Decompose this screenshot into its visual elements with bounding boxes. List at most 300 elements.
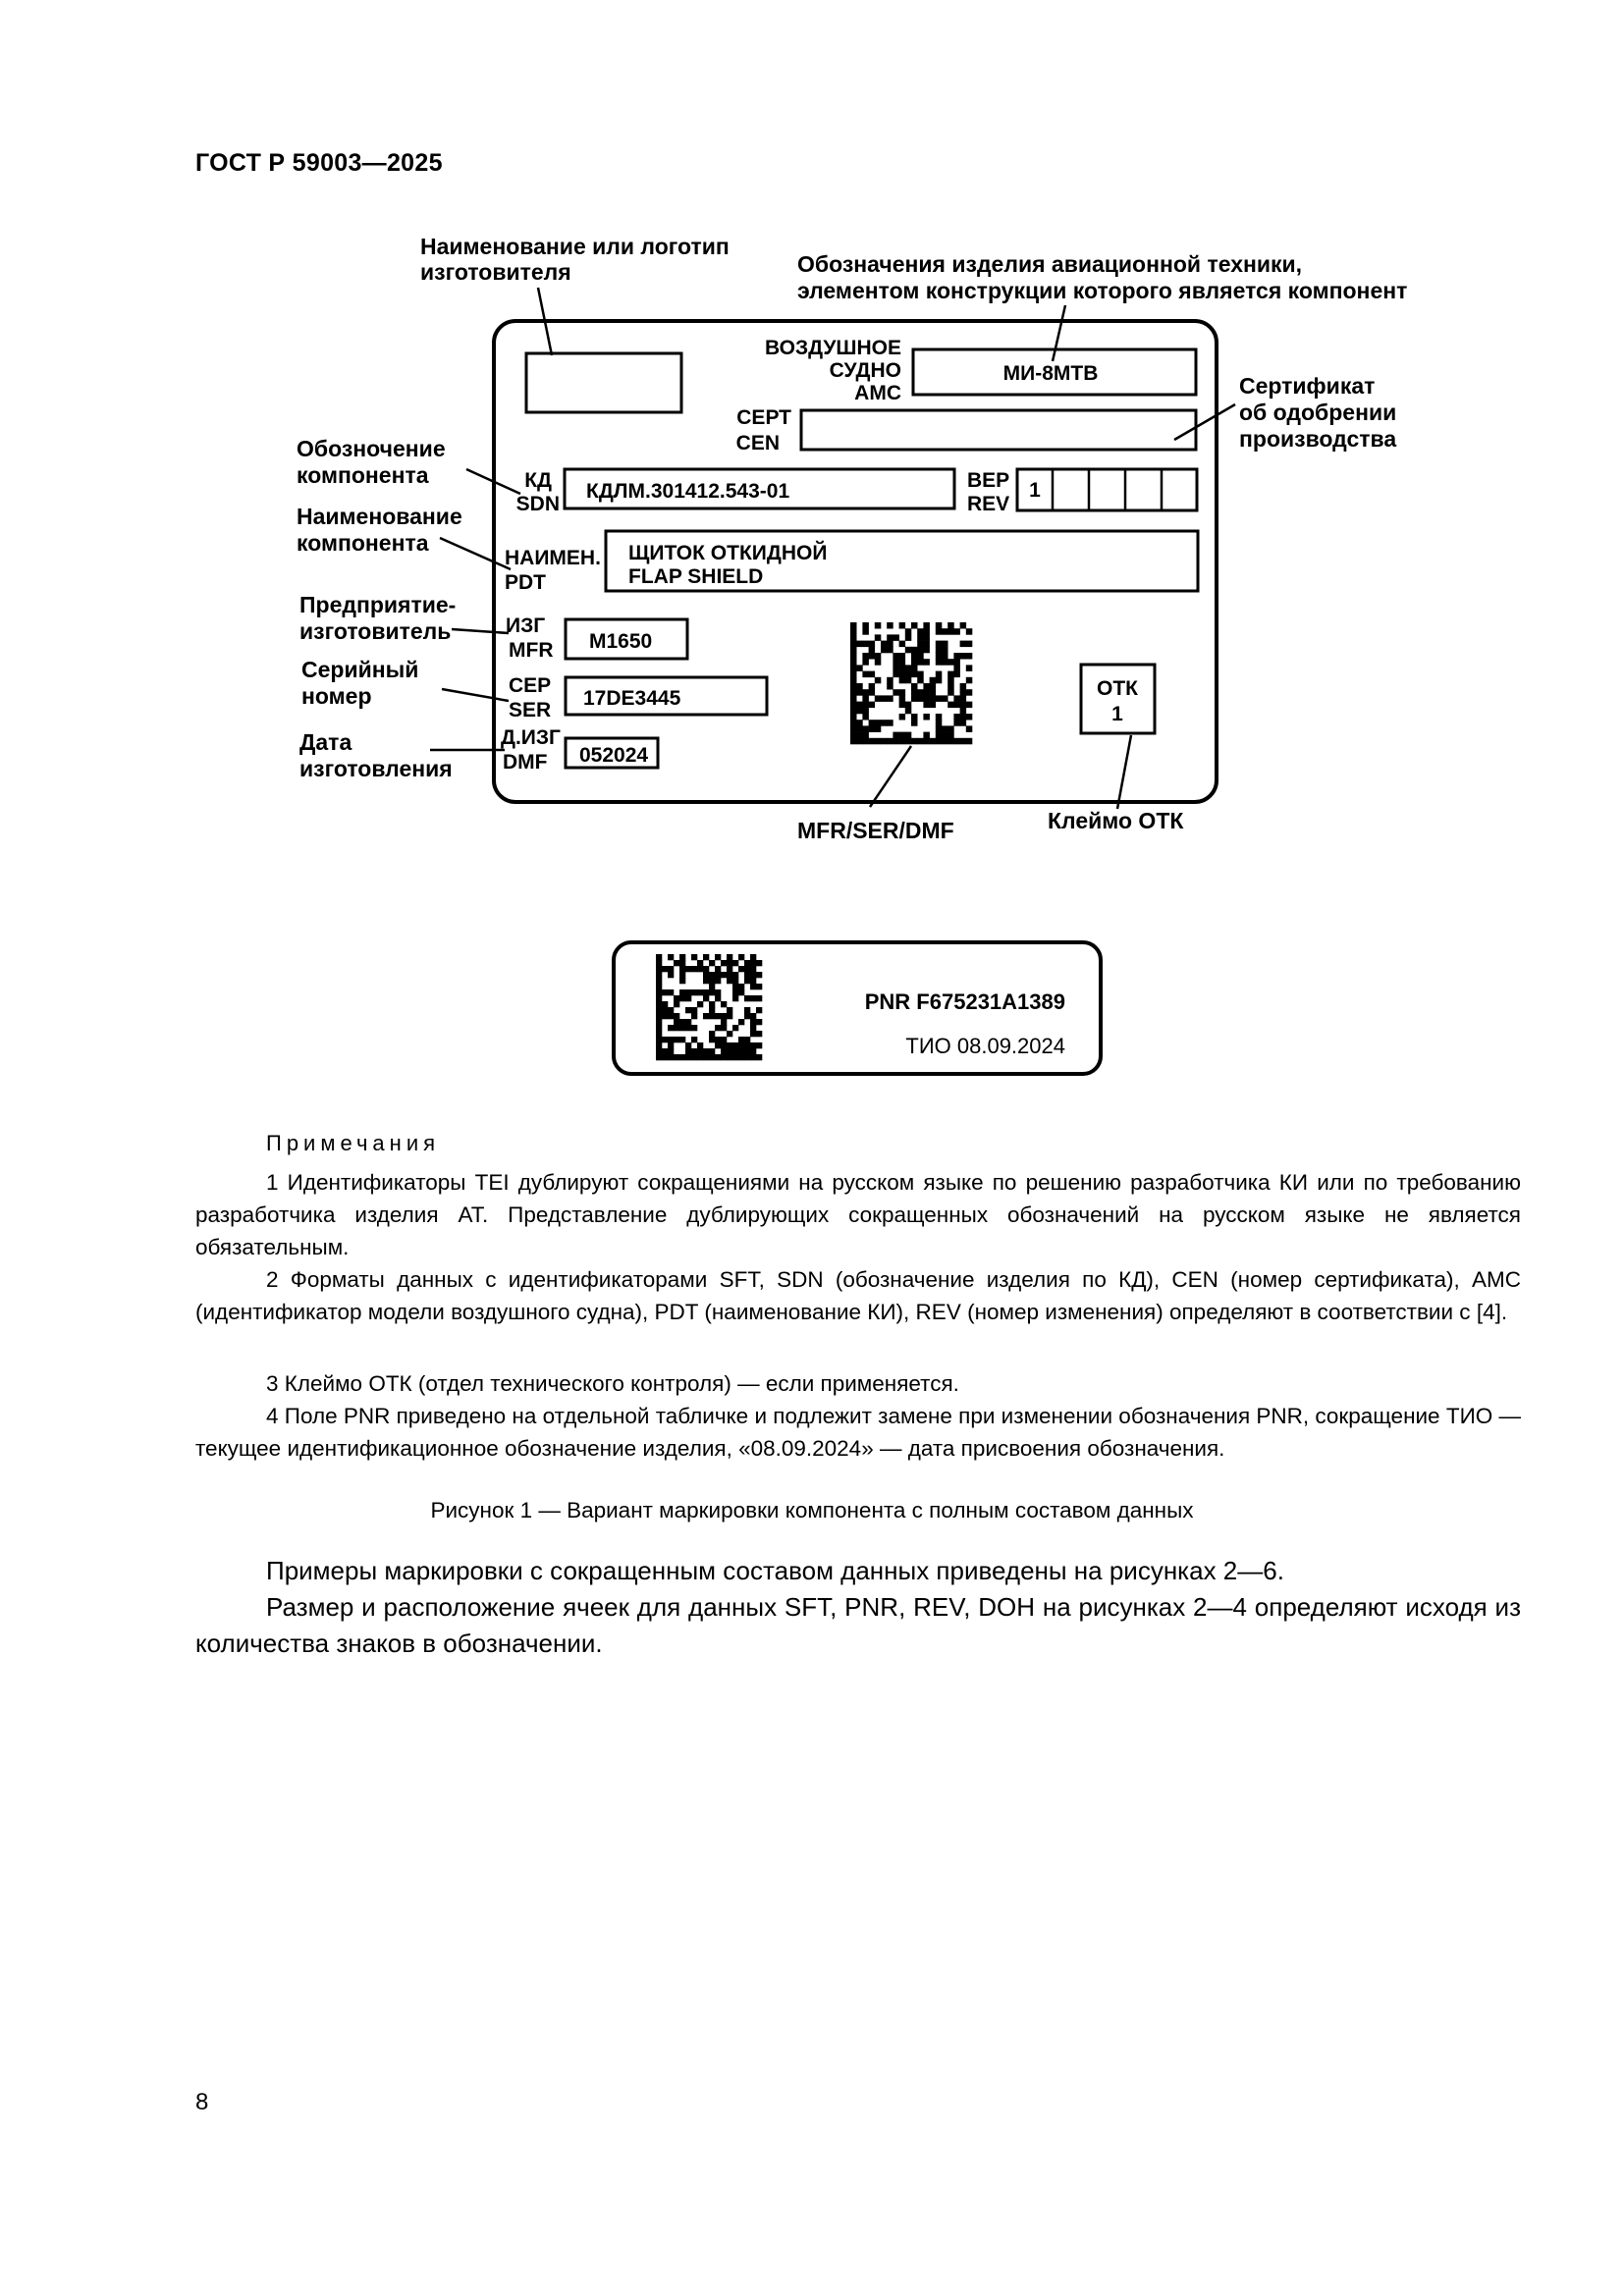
matrix-module xyxy=(679,966,685,972)
matrix-module xyxy=(715,978,721,984)
matrix-module xyxy=(656,954,662,960)
matrix-module xyxy=(756,1031,762,1037)
matrix-module xyxy=(862,689,869,696)
matrix-module xyxy=(923,634,930,641)
matrix-module xyxy=(674,960,679,966)
matrix-module xyxy=(966,702,973,709)
matrix-module xyxy=(662,989,668,995)
matrix-module xyxy=(662,1037,668,1042)
pnr-datamatrix-code xyxy=(656,954,762,1060)
matrix-module xyxy=(685,995,691,1001)
matrix-module xyxy=(709,1037,715,1042)
matrix-module xyxy=(850,659,857,666)
matrix-module xyxy=(703,978,709,984)
matrix-module xyxy=(721,1019,727,1025)
matrix-module xyxy=(942,653,948,660)
matrix-module xyxy=(727,1054,732,1060)
matrix-module xyxy=(887,695,893,702)
callout-component-designation-2: компонента xyxy=(297,462,429,488)
matrix-module xyxy=(756,1007,762,1013)
matrix-module xyxy=(850,634,857,641)
aircraft-label-2: СУДНО xyxy=(829,359,901,382)
matrix-module xyxy=(899,689,906,696)
matrix-module xyxy=(691,1013,697,1019)
pdt-value-2: FLAP SHIELD xyxy=(628,565,764,588)
matrix-module xyxy=(893,665,899,671)
matrix-module xyxy=(936,677,943,684)
matrix-module xyxy=(668,1025,674,1031)
matrix-module xyxy=(674,1013,679,1019)
matrix-module xyxy=(674,1054,679,1060)
matrix-module xyxy=(679,954,685,960)
matrix-module xyxy=(697,1048,703,1054)
callout-aircraft-1: Обозначения изделия авиационной техники, xyxy=(797,251,1303,277)
matrix-module xyxy=(850,689,857,696)
matrix-module xyxy=(862,708,869,715)
matrix-module xyxy=(936,641,943,648)
matrix-module xyxy=(744,966,750,972)
matrix-module xyxy=(709,1007,715,1013)
matrix-module xyxy=(923,702,930,709)
matrix-module xyxy=(856,732,863,739)
matrix-module xyxy=(966,689,973,696)
matrix-module xyxy=(721,972,727,978)
matrix-module xyxy=(905,677,912,684)
matrix-module xyxy=(685,1054,691,1060)
matrix-module xyxy=(850,647,857,654)
matrix-module xyxy=(738,1048,744,1054)
matrix-module xyxy=(721,1054,727,1060)
sdn-value: КДЛМ.301412.543-01 xyxy=(586,480,790,503)
matrix-module xyxy=(691,1007,697,1013)
ser-label-1: СЕР xyxy=(509,674,552,697)
matrix-module xyxy=(893,732,899,739)
matrix-module xyxy=(899,671,906,678)
matrix-module xyxy=(674,995,679,1001)
matrix-module xyxy=(656,966,662,972)
matrix-module xyxy=(685,1042,691,1048)
matrix-module xyxy=(911,689,918,696)
matrix-module xyxy=(744,1037,750,1042)
matrix-module xyxy=(703,1054,709,1060)
matrix-module xyxy=(703,972,709,978)
matrix-module xyxy=(856,702,863,709)
matrix-module xyxy=(750,1054,756,1060)
rev-label-1: ВЕР xyxy=(967,469,1010,492)
matrix-module xyxy=(685,966,691,972)
matrix-module xyxy=(930,677,937,684)
matrix-module xyxy=(936,720,943,726)
matrix-module xyxy=(668,1013,674,1019)
matrix-module xyxy=(668,1007,674,1013)
matrix-module xyxy=(917,738,924,745)
matrix-module xyxy=(691,1025,697,1031)
matrix-module xyxy=(953,714,960,721)
matrix-module xyxy=(656,1054,662,1060)
matrix-module xyxy=(703,954,709,960)
matrix-module xyxy=(881,647,888,654)
matrix-module xyxy=(923,714,930,721)
matrix-module xyxy=(850,641,857,648)
body-paragraph-2: Размер и расположение ячеек для данных SFT, PNR, REV, DOH на рисунках 2—4 определяют исходя из количества знаков в обозначении. xyxy=(195,1592,1521,1658)
matrix-module xyxy=(727,966,732,972)
matrix-module xyxy=(850,671,857,678)
callout-otk: Клеймо ОТК xyxy=(1048,808,1184,833)
matrix-module xyxy=(656,1019,662,1025)
matrix-module xyxy=(947,738,954,745)
pnr-value: PNR F675231A1389 xyxy=(864,989,1065,1014)
matrix-module xyxy=(703,995,709,1001)
matrix-module xyxy=(656,995,662,1001)
matrix-module xyxy=(930,738,937,745)
matrix-module xyxy=(911,738,918,745)
rev-field xyxy=(1017,469,1197,510)
matrix-module xyxy=(911,659,918,666)
matrix-module xyxy=(875,659,882,666)
callout-component-designation-1: Обозночение xyxy=(297,436,446,461)
matrix-module xyxy=(936,628,943,635)
callout-date-2: изготовления xyxy=(299,756,453,781)
matrix-module xyxy=(668,954,674,960)
matrix-module xyxy=(850,732,857,739)
matrix-module xyxy=(679,995,685,1001)
matrix-module xyxy=(936,725,943,732)
matrix-module xyxy=(862,725,869,732)
matrix-module xyxy=(917,628,924,635)
matrix-module xyxy=(709,1001,715,1007)
matrix-module xyxy=(881,738,888,745)
matrix-module xyxy=(656,1013,662,1019)
matrix-module xyxy=(869,641,876,648)
matrix-module xyxy=(923,647,930,654)
callout-datamatrix: MFR/SER/DMF xyxy=(797,818,954,843)
callout-manufacturer-1: Предприятие- xyxy=(299,592,457,617)
matrix-module xyxy=(709,978,715,984)
matrix-module xyxy=(862,671,869,678)
matrix-module xyxy=(923,738,930,745)
matrix-module xyxy=(917,659,924,666)
page-number: 8 xyxy=(195,2089,209,2115)
matrix-module xyxy=(691,1037,697,1042)
matrix-module xyxy=(942,725,948,732)
matrix-module xyxy=(721,1025,727,1031)
matrix-module xyxy=(738,1042,744,1048)
matrix-module xyxy=(960,720,967,726)
matrix-module xyxy=(662,966,668,972)
matrix-module xyxy=(721,1037,727,1042)
matrix-module xyxy=(947,659,954,666)
matrix-module xyxy=(850,695,857,702)
matrix-module xyxy=(679,1054,685,1060)
matrix-module xyxy=(691,954,697,960)
callout-component-name-2: компонента xyxy=(297,530,429,556)
matrix-module xyxy=(744,1048,750,1054)
matrix-module xyxy=(674,1019,679,1025)
matrix-module xyxy=(893,659,899,666)
matrix-module xyxy=(744,1054,750,1060)
matrix-module xyxy=(703,1013,709,1019)
matrix-module xyxy=(856,689,863,696)
matrix-module xyxy=(893,634,899,641)
matrix-module xyxy=(875,677,882,684)
matrix-module xyxy=(715,1054,721,1060)
matrix-module xyxy=(887,720,893,726)
matrix-module xyxy=(656,1048,662,1054)
matrix-module xyxy=(862,641,869,648)
matrix-module xyxy=(715,1013,721,1019)
matrix-module xyxy=(893,689,899,696)
matrix-module xyxy=(744,995,750,1001)
matrix-module xyxy=(703,989,709,995)
matrix-module xyxy=(875,653,882,660)
matrix-module xyxy=(930,683,937,690)
matrix-module xyxy=(727,954,732,960)
datamatrix-code xyxy=(850,622,972,744)
matrix-module xyxy=(727,1048,732,1054)
matrix-module xyxy=(721,1013,727,1019)
note-4: 4 Поле PNR приведено на отдельной табличке и подлежит замене при изменении обозначения PNR, сокращение ТИО — текущее идентификационное обозначение изделия, «08.09.2024» — дата присвоения обозначения. xyxy=(195,1404,1521,1461)
matrix-module xyxy=(947,677,954,684)
matrix-module xyxy=(715,966,721,972)
matrix-module xyxy=(917,653,924,660)
matrix-module xyxy=(679,972,685,978)
matrix-module xyxy=(899,659,906,666)
ser-value: 17DE3445 xyxy=(583,687,681,710)
matrix-module xyxy=(656,989,662,995)
matrix-module xyxy=(850,725,857,732)
matrix-module xyxy=(662,1001,668,1007)
matrix-module xyxy=(691,989,697,995)
callout-certificate-1: Сертификат xyxy=(1239,373,1376,399)
matrix-module xyxy=(905,732,912,739)
matrix-module xyxy=(960,641,967,648)
matrix-module xyxy=(966,738,973,745)
sdn-label-2: SDN xyxy=(515,493,560,515)
matrix-module xyxy=(960,702,967,709)
matrix-module xyxy=(668,1048,674,1054)
matrix-module xyxy=(953,720,960,726)
matrix-module xyxy=(899,641,906,648)
notes-title: Примечания xyxy=(266,1131,441,1155)
matrix-module xyxy=(953,702,960,709)
matrix-module xyxy=(942,732,948,739)
matrix-module xyxy=(899,732,906,739)
dmf-value: 052024 xyxy=(579,744,649,767)
matrix-module xyxy=(703,966,709,972)
body-paragraph-1: Примеры маркировки с сокращенным составом данных приведены на рисунках 2—6. xyxy=(266,1556,1284,1585)
matrix-module xyxy=(887,647,893,654)
matrix-module xyxy=(899,622,906,629)
matrix-module xyxy=(685,1007,691,1013)
matrix-module xyxy=(850,702,857,709)
matrix-module xyxy=(697,1001,703,1007)
matrix-module xyxy=(727,1013,732,1019)
matrix-module xyxy=(727,1007,732,1013)
matrix-module xyxy=(697,1042,703,1048)
matrix-module xyxy=(856,720,863,726)
matrix-module xyxy=(850,622,857,629)
matrix-module xyxy=(917,647,924,654)
matrix-module xyxy=(850,714,857,721)
matrix-module xyxy=(953,695,960,702)
matrix-module xyxy=(930,702,937,709)
matrix-module xyxy=(750,1048,756,1054)
matrix-module xyxy=(936,622,943,629)
matrix-module xyxy=(899,677,906,684)
matrix-module xyxy=(715,995,721,1001)
matrix-module xyxy=(947,628,954,635)
matrix-module xyxy=(656,1037,662,1042)
matrix-module xyxy=(727,1042,732,1048)
matrix-module xyxy=(923,659,930,666)
callout-certificate-2: об одобрении xyxy=(1239,400,1397,425)
matrix-module xyxy=(750,954,756,960)
matrix-module xyxy=(881,641,888,648)
matrix-module xyxy=(960,714,967,721)
matrix-module xyxy=(930,695,937,702)
matrix-module xyxy=(960,708,967,715)
matrix-module xyxy=(715,989,721,995)
matrix-module xyxy=(936,647,943,654)
matrix-module xyxy=(850,677,857,684)
note-2: 2 Форматы данных с идентификаторами SFT, SDN (обозначение изделия по КД), CEN (номер сертификата), АМС (идентификатор модели воздушного судна), PDT (наименование КИ), REV (номер изменения) определяют в соответствии с [4]. xyxy=(195,1267,1521,1324)
matrix-module xyxy=(899,695,906,702)
matrix-module xyxy=(917,641,924,648)
matrix-module xyxy=(905,671,912,678)
cert-label-2: CEN xyxy=(735,432,780,454)
matrix-module xyxy=(923,732,930,739)
matrix-module xyxy=(899,702,906,709)
matrix-module xyxy=(685,989,691,995)
matrix-module xyxy=(875,720,882,726)
matrix-module xyxy=(966,725,973,732)
matrix-module xyxy=(679,1037,685,1042)
matrix-module xyxy=(744,1042,750,1048)
matrix-module xyxy=(947,732,954,739)
matrix-module xyxy=(656,1007,662,1013)
matrix-module xyxy=(875,695,882,702)
matrix-module xyxy=(744,1013,750,1019)
matrix-module xyxy=(930,689,937,696)
matrix-module xyxy=(905,708,912,715)
matrix-module xyxy=(862,738,869,745)
matrix-module xyxy=(905,665,912,671)
matrix-module xyxy=(750,1042,756,1048)
matrix-module xyxy=(662,1054,668,1060)
matrix-module xyxy=(947,683,954,690)
matrix-module xyxy=(875,622,882,629)
matrix-module xyxy=(732,960,738,966)
matrix-module xyxy=(887,634,893,641)
matrix-module xyxy=(966,653,973,660)
cert-field xyxy=(801,410,1196,450)
matrix-module xyxy=(936,671,943,678)
callout-manufacturer-2: изготовитель xyxy=(299,618,452,644)
matrix-module xyxy=(674,1037,679,1042)
pdt-label-1: НАИМЕН. xyxy=(505,547,601,569)
matrix-module xyxy=(947,702,954,709)
matrix-module xyxy=(856,641,863,648)
matrix-module xyxy=(917,695,924,702)
matrix-module xyxy=(721,960,727,966)
matrix-module xyxy=(691,1048,697,1054)
matrix-module xyxy=(709,1031,715,1037)
matrix-module xyxy=(656,978,662,984)
matrix-module xyxy=(679,989,685,995)
rev-value: 1 xyxy=(1029,479,1041,502)
matrix-module xyxy=(923,695,930,702)
matrix-module xyxy=(862,653,869,660)
matrix-module xyxy=(923,689,930,696)
matrix-module xyxy=(721,1042,727,1048)
callout-date-1: Дата xyxy=(299,729,352,755)
matrix-module xyxy=(869,647,876,654)
matrix-module xyxy=(917,677,924,684)
matrix-module xyxy=(905,628,912,635)
matrix-module xyxy=(953,628,960,635)
document-header: ГОСТ Р 59003—2025 xyxy=(195,149,443,177)
matrix-module xyxy=(732,972,738,978)
matrix-module xyxy=(850,653,857,660)
matrix-module xyxy=(899,738,906,745)
matrix-module xyxy=(869,671,876,678)
matrix-module xyxy=(893,671,899,678)
matrix-module xyxy=(668,966,674,972)
matrix-module xyxy=(887,622,893,629)
matrix-module xyxy=(966,641,973,648)
matrix-module xyxy=(911,622,918,629)
matrix-module xyxy=(750,1013,756,1019)
matrix-module xyxy=(881,720,888,726)
matrix-module xyxy=(953,653,960,660)
matrix-module xyxy=(709,1054,715,1060)
matrix-module xyxy=(960,653,967,660)
matrix-module xyxy=(862,702,869,709)
logo-box xyxy=(526,353,681,412)
matrix-module xyxy=(756,972,762,978)
matrix-module xyxy=(750,1019,756,1025)
ser-label-2: SER xyxy=(509,699,552,721)
matrix-module xyxy=(936,695,943,702)
matrix-module xyxy=(947,671,954,678)
matrix-module xyxy=(947,622,954,629)
matrix-module xyxy=(744,972,750,978)
matrix-module xyxy=(875,738,882,745)
matrix-module xyxy=(656,1031,662,1037)
matrix-module xyxy=(862,714,869,721)
matrix-module xyxy=(662,1013,668,1019)
matrix-module xyxy=(738,1037,744,1042)
matrix-module xyxy=(679,1019,685,1025)
matrix-module xyxy=(750,1031,756,1037)
matrix-module xyxy=(744,1007,750,1013)
matrix-module xyxy=(668,989,674,995)
matrix-module xyxy=(869,720,876,726)
matrix-module xyxy=(856,725,863,732)
matrix-module xyxy=(917,634,924,641)
matrix-module xyxy=(911,647,918,654)
matrix-module xyxy=(679,978,685,984)
matrix-module xyxy=(869,725,876,732)
callout-serial-1: Серийный xyxy=(301,657,419,682)
matrix-module xyxy=(715,954,721,960)
matrix-module xyxy=(850,628,857,635)
figure-1 xyxy=(0,0,1624,1099)
matrix-module xyxy=(942,647,948,654)
matrix-module xyxy=(750,995,756,1001)
matrix-module xyxy=(966,628,973,635)
callout-aircraft-2: элементом конструкции которого является компонент xyxy=(797,278,1408,303)
